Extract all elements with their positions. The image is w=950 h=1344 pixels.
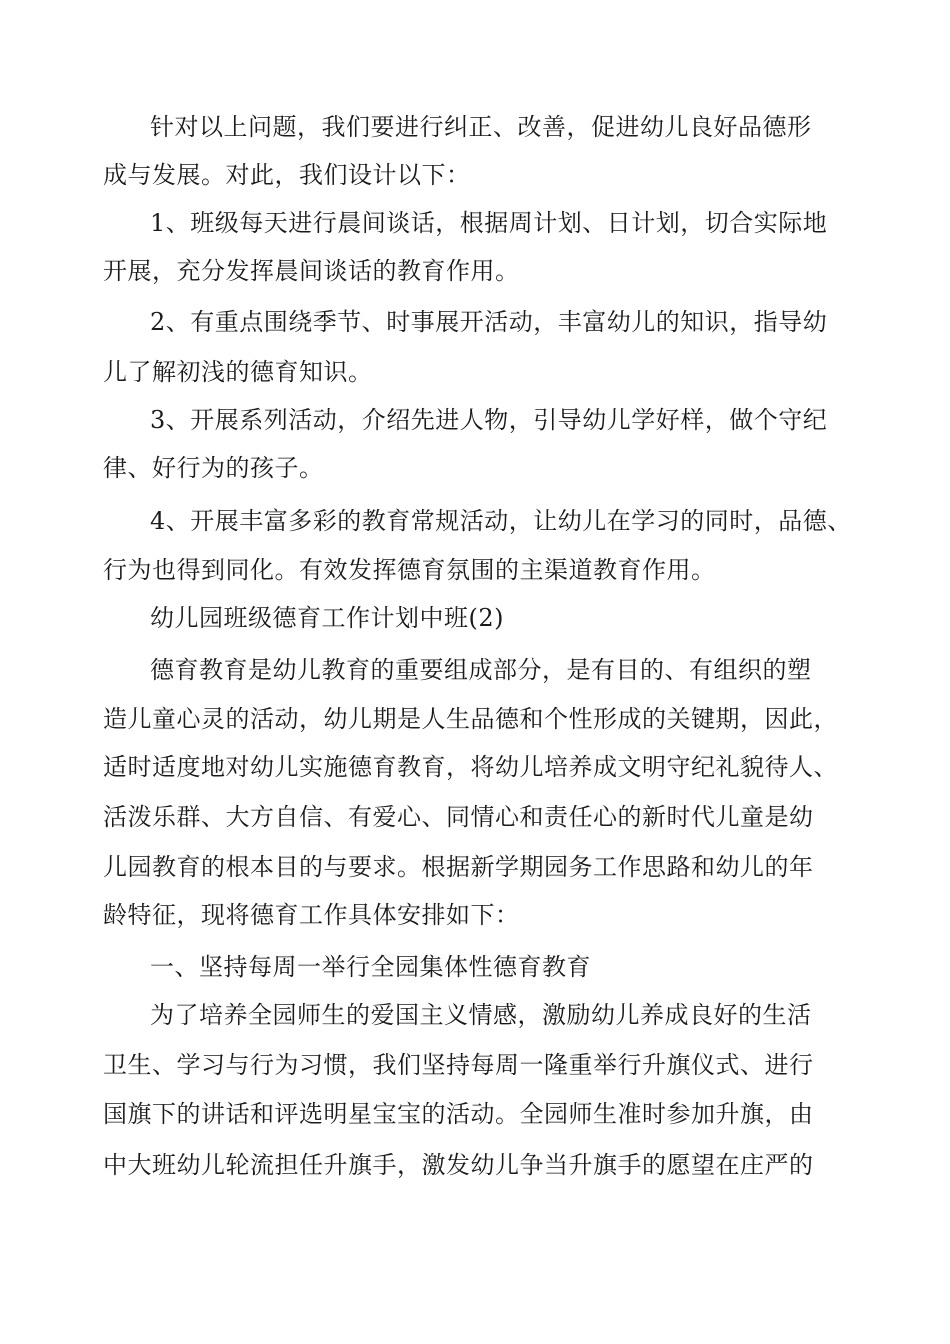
paragraph-line: 造儿童心灵的活动，幼儿期是人生品德和个性形成的关键期，因此， — [103, 705, 838, 733]
paragraph-line: 德育教育是幼儿教育的重要组成部分，是有目的、有组织的塑 — [150, 656, 812, 684]
paragraph-line: 卫生、学习与行为习惯，我们坚持每周一隆重举行升旗仪式、进行 — [103, 1051, 814, 1079]
paragraph-line: 为了培养全园师生的爱国主义情感，激励幼儿养成良好的生活 — [150, 1001, 812, 1029]
paragraph-line: 儿了解初浅的德育知识。 — [103, 358, 373, 386]
paragraph-line: 龄特征，现将德育工作具体安排如下： — [103, 901, 520, 929]
paragraph-line: 成与发展。对此，我们设计以下： — [103, 161, 471, 189]
paragraph-line: 2、有重点围绕季节、时事展开活动，丰富幼儿的知识，指导幼 — [150, 308, 828, 336]
paragraph-line: 4、开展丰富多彩的教育常规活动，让幼儿在学习的同时，品德、 — [150, 507, 852, 535]
section-heading: 幼儿园班级德育工作计划中班(2) — [150, 604, 504, 632]
paragraph-line: 针对以上问题，我们要进行纠正、改善，促进幼儿良好品德形 — [150, 113, 812, 141]
paragraph-line: 律、好行为的孩子。 — [103, 454, 324, 482]
paragraph-line: 开展，充分发挥晨间谈话的教育作用。 — [103, 257, 520, 285]
paragraph-line: 行为也得到同化。有效发挥德育氛围的主渠道教育作用。 — [103, 556, 716, 584]
paragraph-line: 国旗下的讲话和评选明星宝宝的活动。全园师生准时参加升旗，由 — [103, 1100, 814, 1128]
paragraph-line: 1、班级每天进行晨间谈话，根据周计划、日计划，切合实际地 — [150, 209, 828, 237]
paragraph-line: 活泼乐群、大方自信、有爱心、同情心和责任心的新时代儿童是幼 — [103, 803, 814, 831]
paragraph-line: 适时适度地对幼儿实施德育教育，将幼儿培养成文明守纪礼貌待人、 — [103, 753, 838, 781]
paragraph-line: 3、开展系列活动，介绍先进人物，引导幼儿学好样，做个守纪 — [150, 406, 828, 434]
paragraph-line: 儿园教育的根本目的与要求。根据新学期园务工作思路和幼儿的年 — [103, 853, 814, 881]
paragraph-line: 中大班幼儿轮流担任升旗手，激发幼儿争当升旗手的愿望在庄严的 — [103, 1151, 814, 1179]
subsection-heading: 一、坚持每周一举行全园集体性德育教育 — [150, 953, 591, 981]
